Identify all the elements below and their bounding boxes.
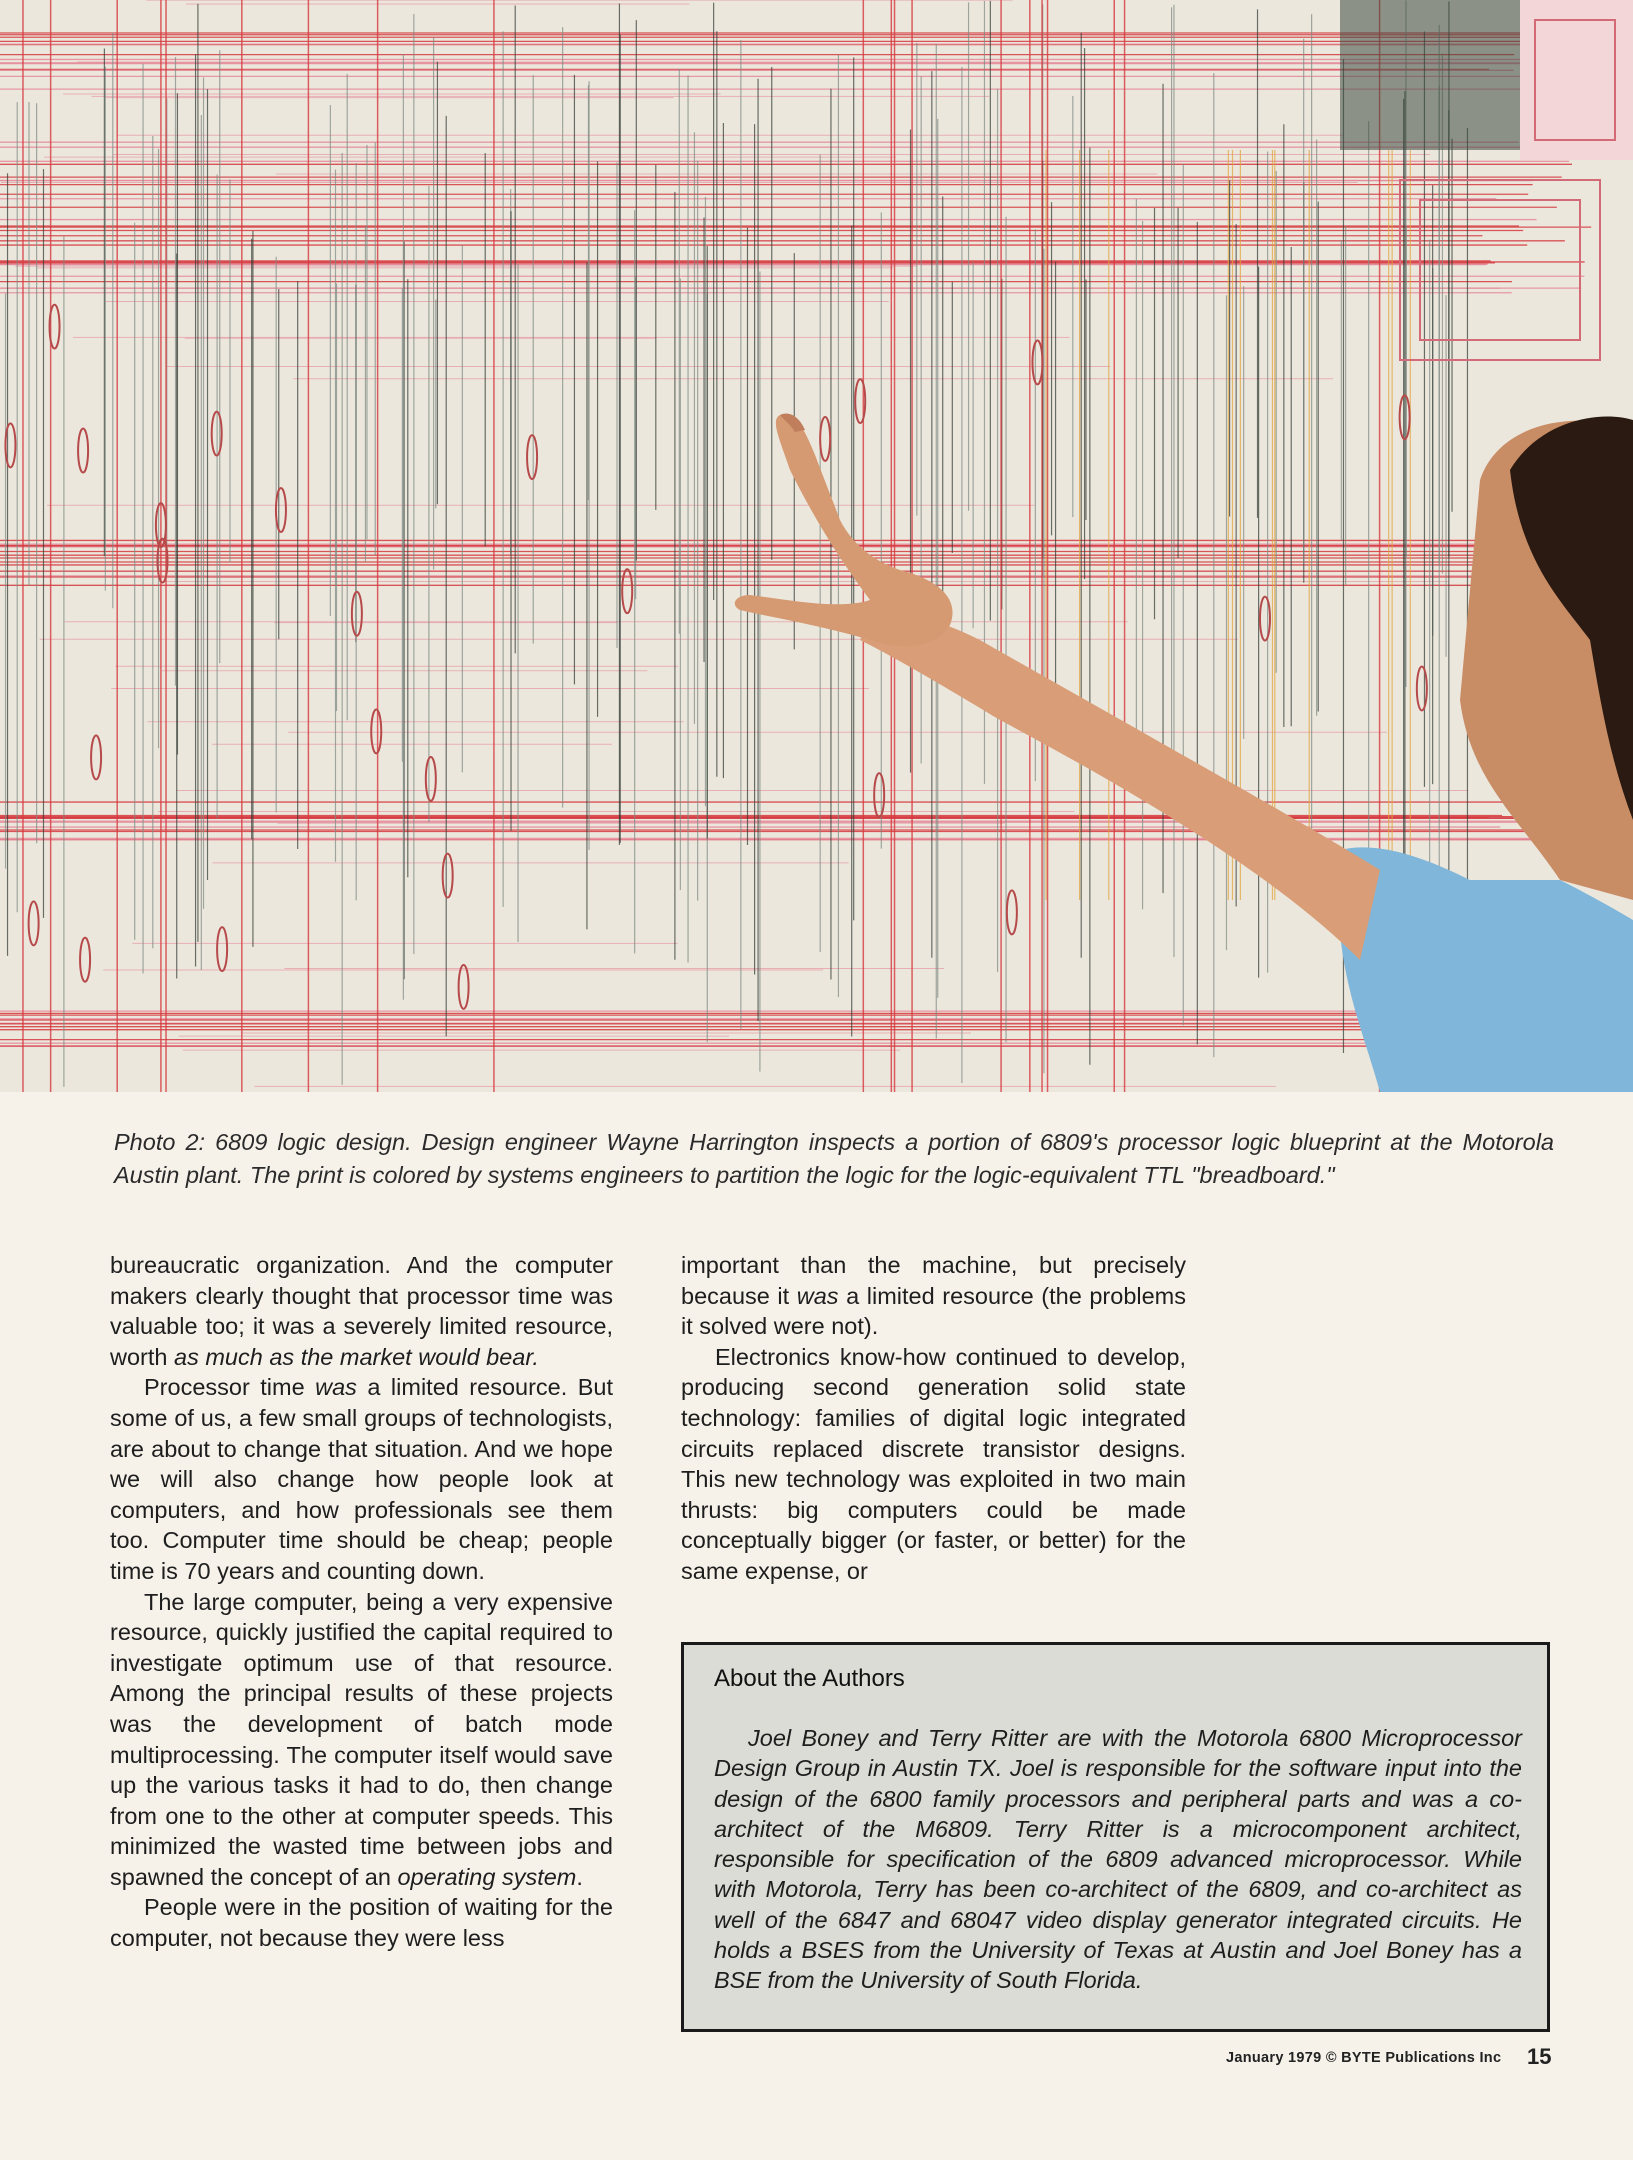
text-run: a limited resource (the problems it solved were not). [681, 1282, 1187, 1340]
about-authors-box [681, 1642, 1550, 2032]
paragraph: People were in the position of waiting for the computer, not because they were less [110, 1894, 613, 1952]
text-run: bureaucratic organization. And the computer makers clearly thought that processor time was valuable too; it was a severely limited resource, worth [110, 1252, 613, 1370]
text-run: important than the machine, but precisely because it [681, 1252, 1186, 1309]
italic-run: was [796, 1282, 839, 1309]
italic-run: as much as the market would bear. [174, 1343, 539, 1370]
text-column-right [681, 1250, 1186, 1587]
italic-run: operating system [397, 1863, 577, 1890]
italic-run: was [315, 1374, 357, 1401]
photo-caption: Photo 2: 6809 logic design. Design engineer Wayne Harrington inspects a portion of 6809's processor logic blueprint at the Motorola Austin plant. The print is colored by systems engineers to partition the logic for the logic-equivalent TTL "breadboard." [114, 1129, 1554, 1188]
about-authors-heading: About the Authors [714, 1665, 905, 1692]
text-run: Processor time [144, 1374, 316, 1401]
paragraph [110, 1587, 613, 1893]
paragraph [110, 1250, 613, 1372]
text-run: a limited resource. But some of us, a few small groups of technologists, are about to change that situation. And we hope we will also change how people look at computers, and how professionals see them too. Computer time should be cheap; people time is 70 years and counting down. [110, 1374, 613, 1584]
page-folio: January 1979 © BYTE Publications Inc [1226, 2050, 1502, 2066]
about-authors-body: Joel Boney and Terry Ritter are with the Motorola 6800 Microprocessor Design Group in Austin TX. Joel is responsible for the software input into the design of the 6800 family processors and peripheral parts and was a co-architect of the M6809. Terry Ritter is a microcomponent architect, responsible for specification of the 6809 advanced microprocessor. While with Motorola, Terry has been co-architect of the 6809, and co-architect as well of the 6847 and 68047 video display generator integrated circuits. He holds a BSES from the University of Texas at Austin and Joel Boney has a BSE from the University of South Florida. [714, 1725, 1522, 1994]
paragraph [110, 1372, 613, 1586]
text-column-left [110, 1250, 613, 1954]
paragraph [681, 1250, 1186, 1342]
text-run: The large computer, being a very expensive resource, quickly justified the capital required to investigate optimum use of that resource. Among the principal results of these projects was the development of batch mode multiprocessing. The computer itself would save up the various tasks it had to do, then change from one to the other at computer speeds. This minimized the wasted time between jobs and spawned the concept of an [110, 1588, 613, 1890]
text-run: . [576, 1863, 583, 1890]
page-number: 15 [1527, 2044, 1552, 2069]
paragraph: Electronics know-how continued to develop, producing second generation solid state technology: families of digital logic integrated circuits replaced discrete transistor designs. This new technology was exploited in two main thrusts: big computers could be made conceptually bigger (or faster, or better) for the same expense, or [681, 1343, 1186, 1584]
